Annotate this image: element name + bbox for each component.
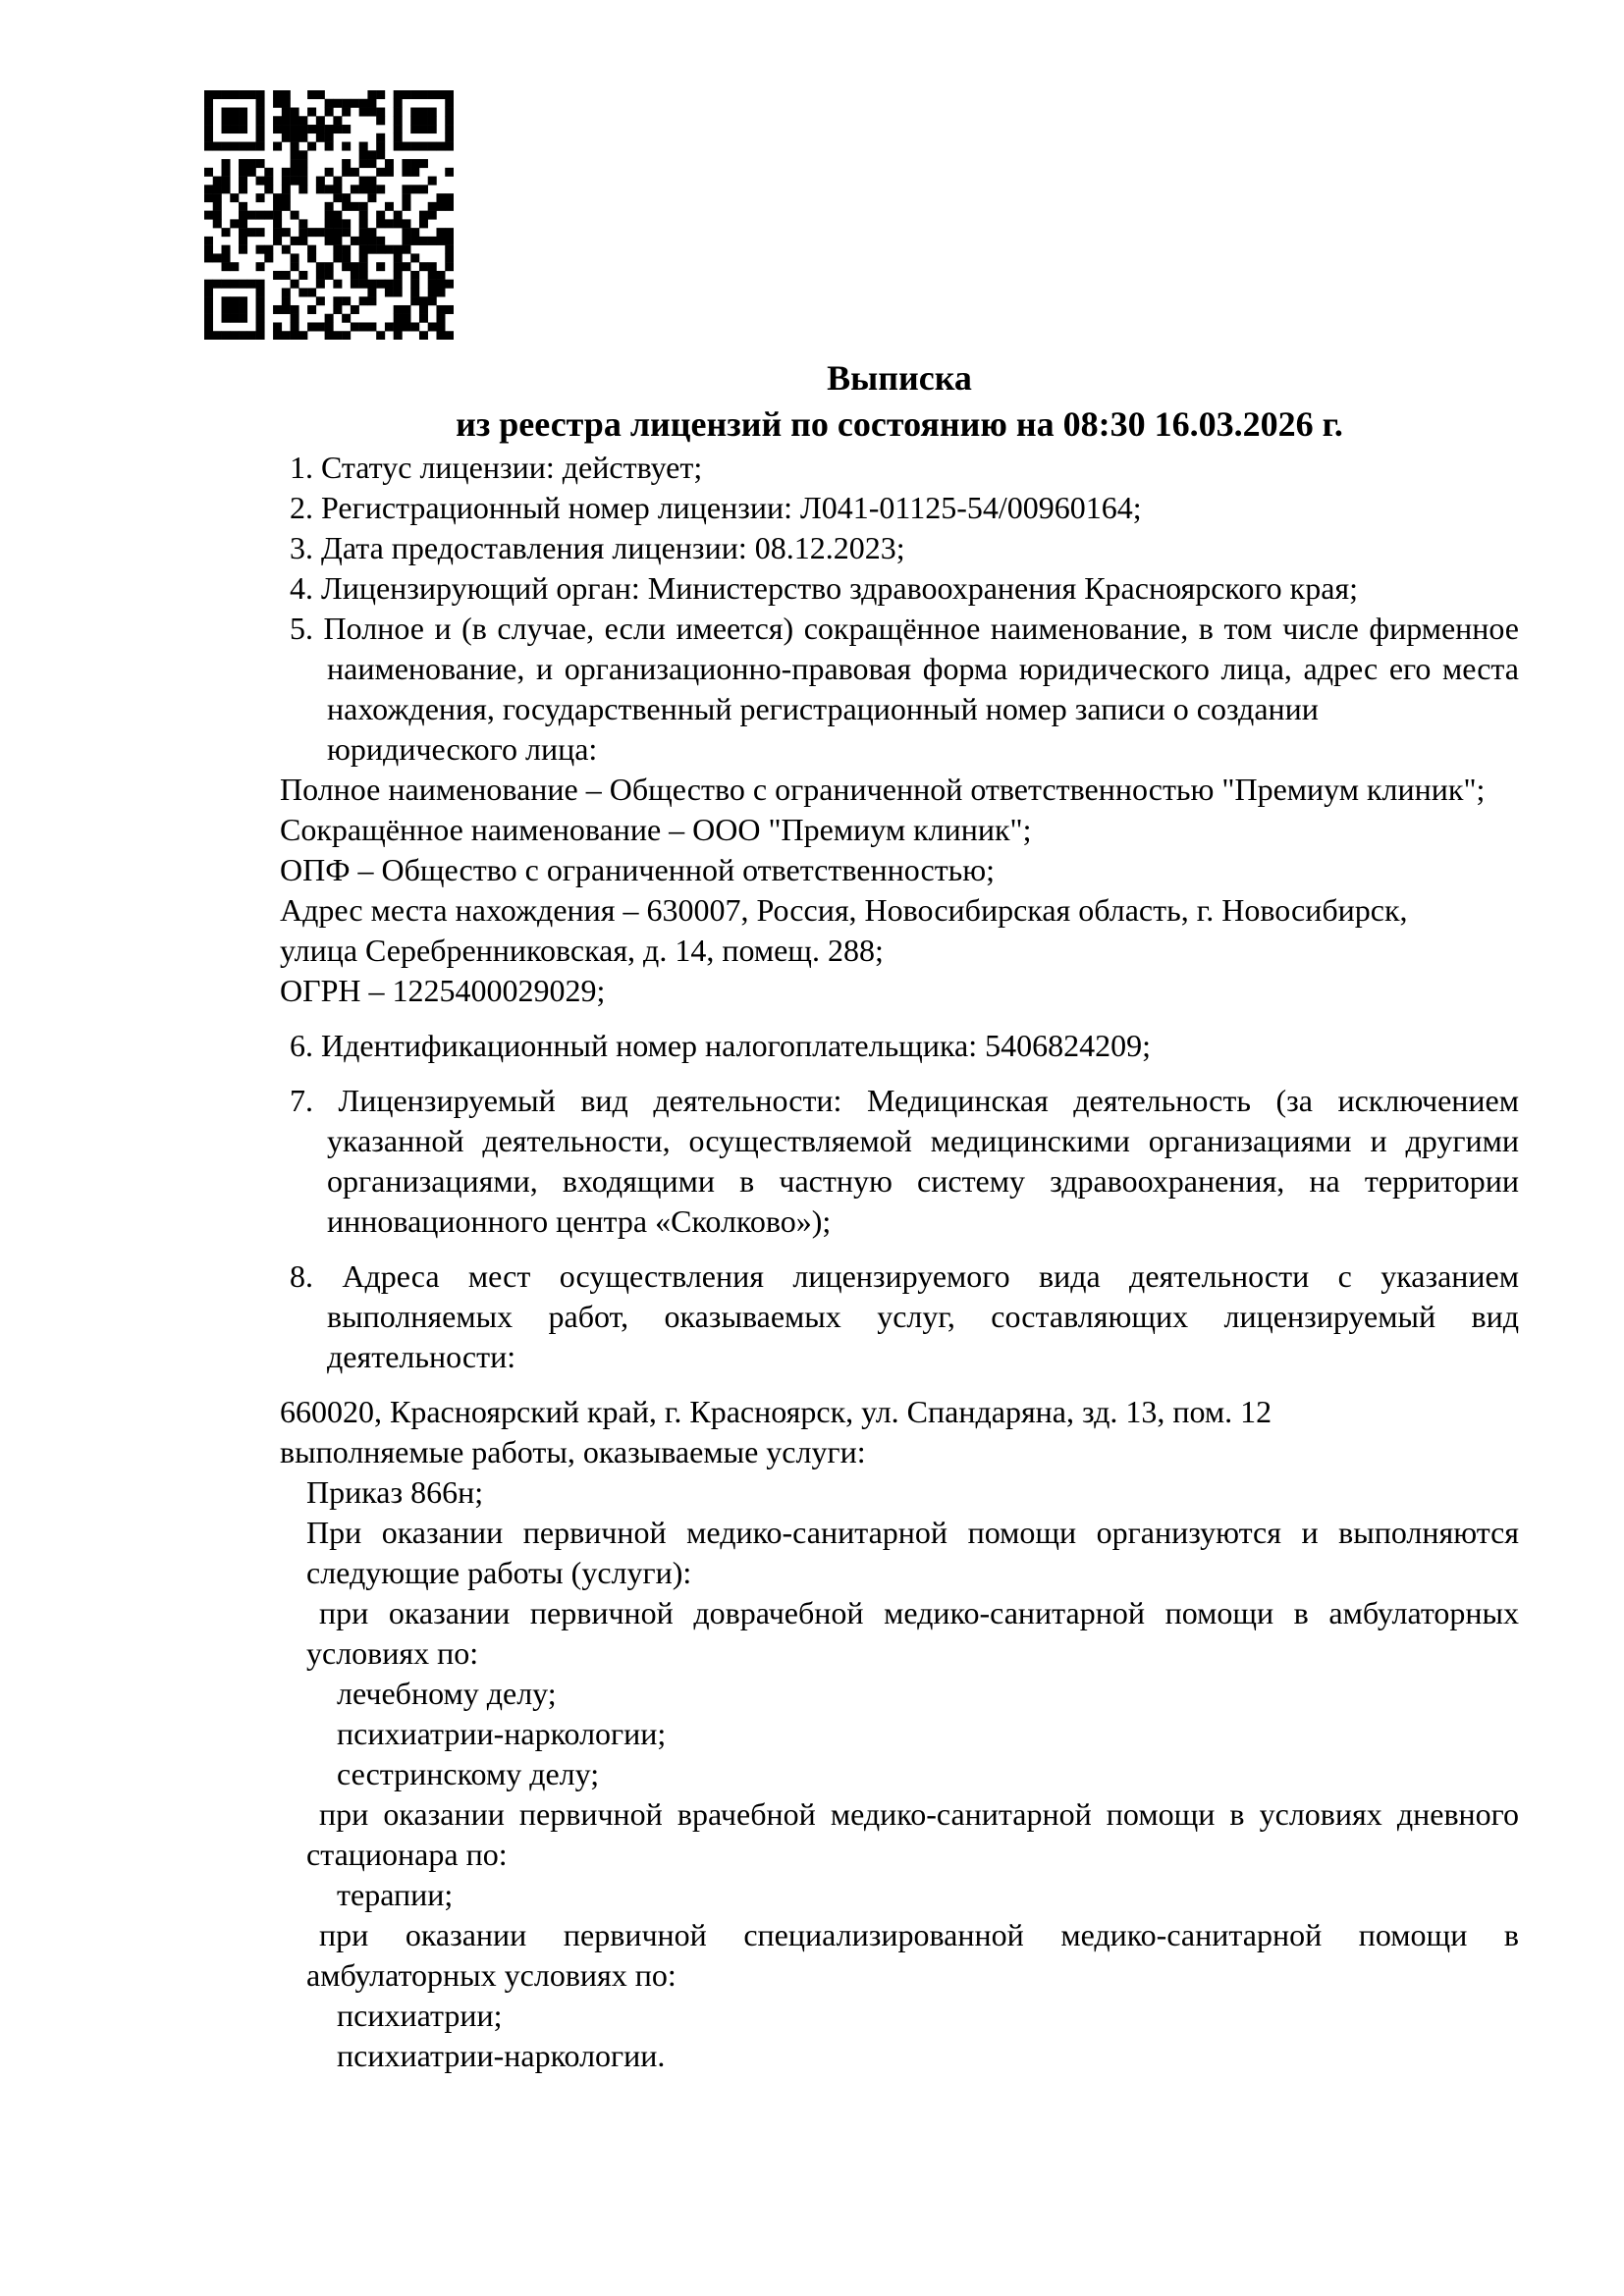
document-subtitle: из реестра лицензий по состоянию на 08:30 16.03.2026 г. xyxy=(456,404,1343,444)
text-line: психиатрии-наркологии. xyxy=(337,2038,666,2073)
text-line: Приказ 866н; xyxy=(306,1474,484,1510)
text-line: Сокращённое наименование – ООО "Премиум клиник"; xyxy=(280,812,1032,847)
text-line: 5. Полное и (в случае, если имеется) сокращённое наименование, в том числе фирменное xyxy=(290,611,1519,646)
text-line: психиатрии; xyxy=(337,1998,503,2033)
text-line: 4. Лицензирующий орган: Министерство здравоохранения Красноярского края; xyxy=(290,570,1358,606)
text-line: юридического лица: xyxy=(327,731,598,767)
document-header xyxy=(280,355,1519,448)
text-line: улица Серебренниковская, д. 14, помещ. 288; xyxy=(280,933,884,968)
document-body xyxy=(280,448,1519,2076)
text-line: следующие работы (услуги): xyxy=(306,1555,692,1590)
text-line: ОПФ – Общество с ограниченной ответственностью; xyxy=(280,852,996,887)
text-line: стационара по: xyxy=(306,1837,508,1872)
qr-code xyxy=(204,90,454,340)
text-line: организациями, входящими в частную систему здравоохранения, на территории xyxy=(327,1163,1519,1199)
text-line: деятельности: xyxy=(327,1339,516,1374)
text-line: 3. Дата предоставления лицензии: 08.12.2023; xyxy=(290,530,905,565)
text-line: 6. Идентификационный номер налогоплательщика: 5406824209; xyxy=(290,1028,1151,1063)
text-line: инновационного центра «Сколково»); xyxy=(327,1203,832,1239)
text-line: 2. Регистрационный номер лицензии: Л041-01125-54/00960164; xyxy=(290,490,1142,525)
text-line: Адрес места нахождения – 630007, Россия, Новосибирская область, г. Новосибирск, xyxy=(280,892,1408,928)
text-line: 660020, Красноярский край, г. Красноярск, ул. Спандаряна, зд. 13, пом. 12 xyxy=(280,1394,1272,1429)
text-line: ОГРН – 1225400029029; xyxy=(280,973,606,1008)
text-line: нахождения, государственный регистрационный номер записи о создании xyxy=(327,691,1319,726)
text-line: психиатрии-наркологии; xyxy=(337,1716,667,1751)
text-line: При оказании первичной медико-санитарной помощи организуются и выполняются xyxy=(306,1515,1519,1550)
text-line: наименование, и организационно-правовая форма юридического лица, адрес его места xyxy=(327,651,1519,686)
text-line: при оказании первичной специализированной медико-санитарной помощи в xyxy=(319,1917,1519,1952)
document-title: Выписка xyxy=(827,358,972,398)
text-line: 7. Лицензируемый вид деятельности: Медицинская деятельность (за исключением xyxy=(290,1083,1519,1118)
text-line: 8. Адреса мест осуществления лицензируемого вида деятельности с указанием xyxy=(290,1258,1519,1294)
text-line: при оказании первичной врачебной медико-санитарной помощи в условиях дневного xyxy=(319,1796,1519,1832)
text-line: указанной деятельности, осуществляемой медицинскими организациями и другими xyxy=(327,1123,1519,1158)
text-line: 1. Статус лицензии: действует; xyxy=(290,450,703,485)
text-line: терапии; xyxy=(337,1877,454,1912)
text-line: лечебному делу; xyxy=(337,1676,557,1711)
text-line: амбулаторных условиях по: xyxy=(306,1957,677,1993)
text-line: при оказании первичной доврачебной медико-санитарной помощи в амбулаторных xyxy=(319,1595,1519,1630)
text-line: условиях по: xyxy=(306,1635,479,1671)
text-line: выполняемых работ, оказываемых услуг, составляющих лицензируемый вид xyxy=(327,1299,1519,1334)
text-line: сестринскому делу; xyxy=(337,1756,600,1791)
text-line: Полное наименование – Общество с ограниченной ответственностью "Премиум клиник"; xyxy=(280,772,1486,807)
text-line: выполняемые работы, оказываемые услуги: xyxy=(280,1434,866,1469)
